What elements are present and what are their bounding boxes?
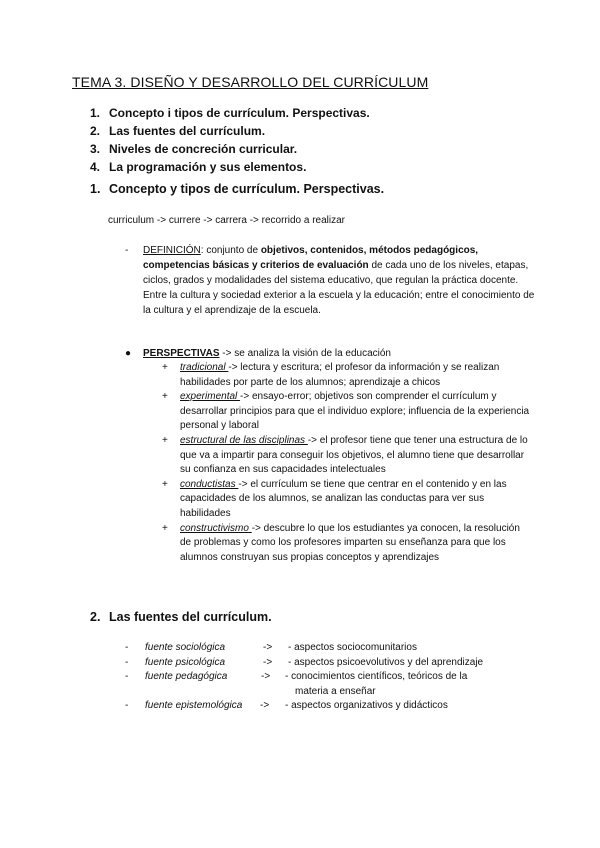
perspectives-list	[162, 361, 532, 565]
list-item: + tradicional -> lectura y escritura; el profesor da información y se realizan habilidades por parte de los alumnos; aprendizaje a chicos	[162, 362, 500, 388]
toc-item: 2. Las fuentes del currículum.	[90, 124, 266, 138]
plus-icon: +	[162, 434, 168, 446]
section-2-heading: 2. Las fuentes del currículum.	[90, 610, 272, 624]
list-item: + experimental -> ensayo-error; objetivos son comprender el currículum y desarrollar principios para que el individuo explore; influencia de la experiencia personal y laboral	[162, 391, 530, 432]
bullet-icon: ●	[125, 348, 132, 359]
document-title: TEMA 3. DISEÑO Y DESARROLLO DEL CURRÍCULUM	[72, 74, 429, 90]
list-item: + conductistas -> el currículum se tiene que centrar en el contenido y en las capacidades de los alumnos, se analizan las conductas para ver sus habilidades	[162, 478, 507, 519]
table-of-contents	[90, 104, 370, 176]
etymology-line: curriculum -> currere -> carrera -> recorrido a realizar	[108, 215, 346, 226]
document-page: TEMA 3. DISEÑO Y DESARROLLO DEL CURRÍCULUM 1. Concepto i tipos de currículum. Perspectivas. 2. Las fuentes del currículum. 3. Niveles de concreción curricular. 4. La programación y sus elementos. 1. Concepto y tipos de currículum. Perspectivas. curriculum -> currere -> carrera -> recorrido a realizar - DEFINICIÓN: conjunto de objetivos, contenidos, métodos pedagógicos, competencias básicas y criterios de evaluación de cada uno de los niveles, etapas, ciclos, grados y modalidades del sistema educativo, que regulan la práctica docente. Entre la cultura y sociedad exterior a la escuela y la educación; entre el conocimiento de la cultura y el aprendizaje de la escuela. ● PERSPECTIVAS -> se analiza la visión de la educación + tradicional -> lectura y escritura; el profesor da información y se realizan habilidades por parte de los alumnos; aprendizaje a chicos + experimental -> ensayo-error; objetivos son comprender el currículum y desarrollar principios para que el individuo explore; influencia de la experiencia personal y laboral + estructural de las disciplinas -> el profesor tiene que tener una estructura de lo que va a impartir para conseguir los objetivos, el alumno tiene que desarrollar su confianza en sus capacidades intelectuales + conductistas -> el currículum se tiene que centrar en el contenido y en las capacidades de los alumnos, se analizan las conductas para ver sus habilidades + constructivismo -> descubre lo que los estudiantes ya conocen, la resolución de problemas y como los profesores imparten su enseñanza para que los alumnos construyan sus propias conceptos y aprendizajes 2. Las fuentes del currículum. - fuente sociológica -> - aspectos sociocomunitarios - fuente psicológica -> - aspectos psicoevolutivos y del aprendizaje - fuente pedagógica -> - conocimientos científicos, teóricos de la materia a enseñar - fuente epistemológica -> - aspectos organizativos y didácticos	[72, 74, 535, 712]
plus-icon: +	[162, 478, 168, 490]
section-1-heading: 1. Concepto y tipos de currículum. Perspectivas.	[90, 182, 385, 196]
definition-label: DEFINICIÓN	[143, 245, 201, 256]
plus-icon: +	[162, 362, 168, 373]
definition-block	[125, 243, 535, 318]
list-item: + estructural de las disciplinas -> el profesor tiene que tener una estructura de lo que va a impartir para conseguir los objetivos, el alumno tiene que desarrollar su confianza en sus capacidades intelectuales	[162, 434, 528, 476]
perspectives-label: PERSPECTIVAS	[143, 348, 220, 359]
dash-marker: -	[125, 245, 129, 256]
plus-icon: +	[162, 522, 168, 534]
plus-icon: +	[162, 391, 168, 403]
toc-item: 1. Concepto i tipos de currículum. Perspectivas.	[90, 106, 370, 120]
toc-item: 3. Niveles de concreción curricular.	[90, 142, 298, 156]
definition-text: DEFINICIÓN: conjunto de objetivos, contenidos, métodos pedagógicos, competencias básicas y criterios de evaluación de cada uno de los niveles, etapas, ciclos, grados y modalidades del sistema educativo, que regulan la práctica docente. Entre la cultura y sociedad exterior a la escuela y la educación; entre el conocimiento de la cultura y el aprendizaje de la escuela.	[143, 245, 535, 316]
toc-item: 4. La programación y sus elementos.	[90, 160, 307, 174]
definition-keywords: objetivos, contenidos, métodos pedagógicos, competencias básicas y criterios de evaluación	[143, 245, 479, 271]
list-item: + constructivismo -> descubre lo que los estudiantes ya conocen, la resolución de problemas y como los profesores imparten su enseñanza para que los alumnos construyan sus propias conceptos y aprendizajes	[162, 522, 520, 563]
perspectives-heading: ● PERSPECTIVAS -> se analiza la visión de la educación	[125, 348, 391, 359]
